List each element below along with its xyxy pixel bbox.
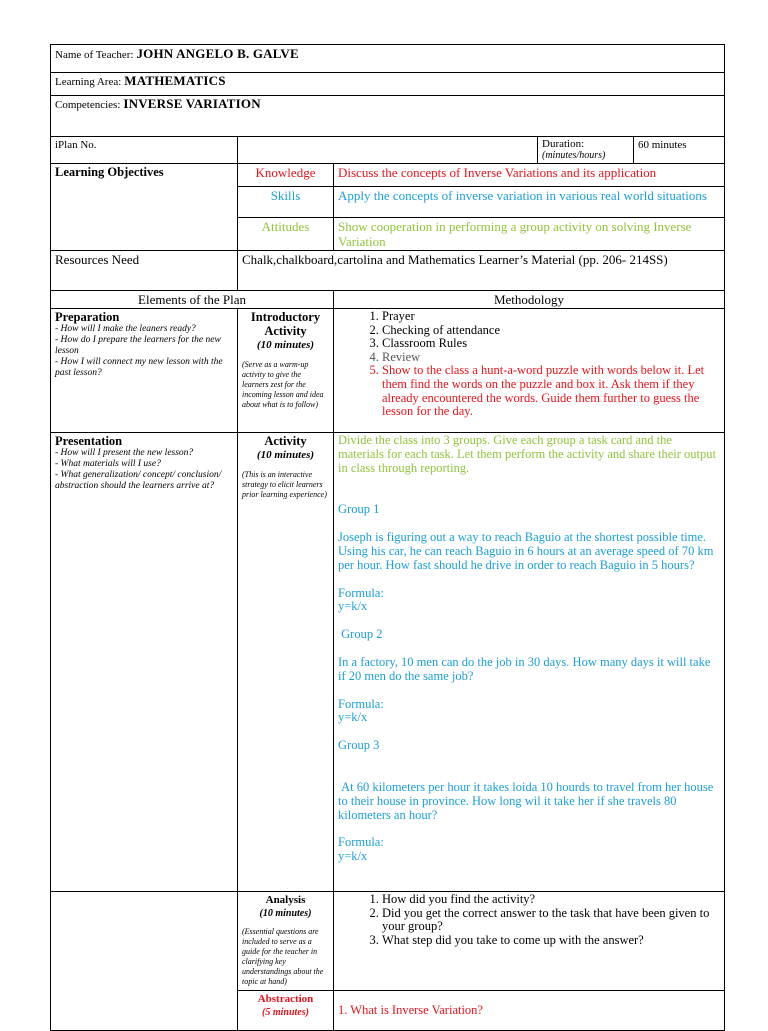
area-label: Learning Area: xyxy=(55,76,122,88)
duration-unit: (minutes/hours) xyxy=(542,150,606,161)
group1-formula-label: Formula: xyxy=(338,585,384,600)
preparation-q2: - How do I prepare the learners for the new lesson xyxy=(55,335,221,356)
plan-header-row xyxy=(51,291,725,309)
analysis-row xyxy=(51,892,725,991)
resources-text: Chalk,chalkboard,cartolina and Mathematics Learner’s Material (pp. 206- 214SS) xyxy=(238,251,725,291)
analysis-q3: 3. What step did you take to come up with the answer? xyxy=(382,934,720,948)
step-puzzle: 5. Show to the class a hunt-a-word puzzle with words below it. Let them find the words on the puzzle and box it. Ask them if they already encountered the words. Guide them further to guess the lesson for the day. xyxy=(382,364,720,418)
preparation-steps xyxy=(338,310,720,419)
abstraction-title: Abstraction xyxy=(257,993,314,1005)
analysis-q2: 2. Did you get the correct answer to the task that have been given to your group? xyxy=(382,907,720,934)
preparation-q3: - How I will connect my new lesson with the past lesson? xyxy=(55,357,223,378)
presentation-q1: - How will I present the new lesson? xyxy=(55,448,194,458)
methodology-header: Methodology xyxy=(334,291,725,309)
preparation-q1: - How will I make the leaners ready? xyxy=(55,324,196,334)
preparation-title: Preparation xyxy=(55,310,120,324)
analysis-note: (Essential questions are included to serve as a guide for the teacher in clarifying key understandings about the topic at hand) xyxy=(242,927,324,986)
knowledge-text: Discuss the concepts of Inverse Variations and its application xyxy=(334,164,725,187)
step-attendance: 2. Checking of attendance xyxy=(382,324,720,338)
activity-title: Activity xyxy=(264,434,307,448)
group3-formula-label: Formula: xyxy=(338,835,384,850)
iplan-value xyxy=(238,137,538,164)
analysis-title: Analysis xyxy=(265,894,306,906)
learning-objectives-label: Learning Objectives xyxy=(51,164,238,251)
step-prayer: 1. Prayer xyxy=(382,310,720,324)
teacher-row xyxy=(51,45,725,73)
group2-title: Group 2 xyxy=(338,627,383,642)
area-value: MATHEMATICS xyxy=(124,73,226,88)
analysis-time: (10 minutes) xyxy=(259,908,312,919)
step-review: 4. Review xyxy=(382,351,720,365)
skills-label: Skills xyxy=(238,187,334,218)
group1-title: Group 1 xyxy=(338,502,380,517)
step-rules: 3. Classroom Rules xyxy=(382,337,720,351)
iplan-label: iPlan No. xyxy=(51,137,238,164)
preparation-row xyxy=(51,309,725,433)
duration-value: 60 minutes xyxy=(634,137,725,164)
competencies-row xyxy=(51,96,725,137)
objective-knowledge-row xyxy=(51,164,725,187)
group2-text: In a factory, 10 men can do the job in 30 days. How many days it will take if 20 men do the same job? xyxy=(338,654,711,683)
teacher-name: JOHN ANGELO B. GALVE xyxy=(136,46,299,61)
intro-activity-title: Introductory Activity xyxy=(250,310,321,338)
presentation-row xyxy=(51,433,725,892)
group3-title: Group 3 xyxy=(338,738,380,753)
duration-label: Duration: xyxy=(542,138,585,150)
lesson-plan-document xyxy=(50,44,724,1031)
group1-formula: y=k/x xyxy=(338,599,368,614)
presentation-title: Presentation xyxy=(55,434,123,448)
intro-activity-note: (Serve as a warm-up activity to give the learners zest for the incoming lesson and idea about what is to follow) xyxy=(242,360,324,409)
skills-text: Apply the concepts of inverse variation in various real world situations xyxy=(334,187,725,218)
activity-note: (This is an interactive strategy to elicit learners prior learning experience) xyxy=(242,470,327,499)
group3-text: At 60 kilometers per hour it takes loida 10 hourds to travel from her house to their house in province. How long wil it take her if she travels 80 kilometers an hour? xyxy=(338,779,717,822)
presentation-continued-cell xyxy=(51,892,238,1031)
activity-time: (10 minutes) xyxy=(256,449,315,461)
teacher-label: Name of Teacher: xyxy=(55,49,134,61)
lesson-plan-table xyxy=(50,44,725,1031)
competencies-value: INVERSE VARIATION xyxy=(123,96,261,111)
analysis-questions xyxy=(338,893,720,947)
group3-formula: y=k/x xyxy=(338,849,368,864)
abstraction-q1: 1. What is Inverse Variation? xyxy=(334,991,725,1031)
attitudes-label: Attitudes xyxy=(238,218,334,251)
group1-text: Joseph is figuring out a way to reach Baguio at the shortest possible time. Using his car, he can reach Baguio in 6 hours at an average speed of 70 km per hour. How fast should he drive in order to reach Baguio in 5 hours? xyxy=(338,530,714,572)
abstraction-time: (5 minutes) xyxy=(262,1007,309,1018)
resources-label: Resources Need xyxy=(51,251,238,291)
resources-row xyxy=(51,251,725,291)
intro-activity-time: (10 minutes) xyxy=(256,339,315,351)
presentation-q2: - What materials will I use? xyxy=(55,459,161,469)
group2-formula: y=k/x xyxy=(338,710,368,725)
presentation-q3: - What generalization/ concept/ conclusion/ abstraction should the learners arrive at? xyxy=(55,470,222,491)
elements-header: Elements of the Plan xyxy=(51,291,334,309)
group2-formula-label: Formula: xyxy=(338,696,384,711)
iplan-row xyxy=(51,137,725,164)
knowledge-label: Knowledge xyxy=(238,164,334,187)
activity-intro: Divide the class into 3 groups. Give each group a task card and the materials for each task. Let them perform the activity and share their output in class through reporting. xyxy=(338,433,716,475)
attitudes-text: Show cooperation in performing a group activity on solving Inverse Variation xyxy=(334,218,725,251)
analysis-q1: 1. How did you find the activity? xyxy=(382,893,720,907)
area-row xyxy=(51,73,725,96)
competencies-label: Competencies: xyxy=(55,99,121,111)
